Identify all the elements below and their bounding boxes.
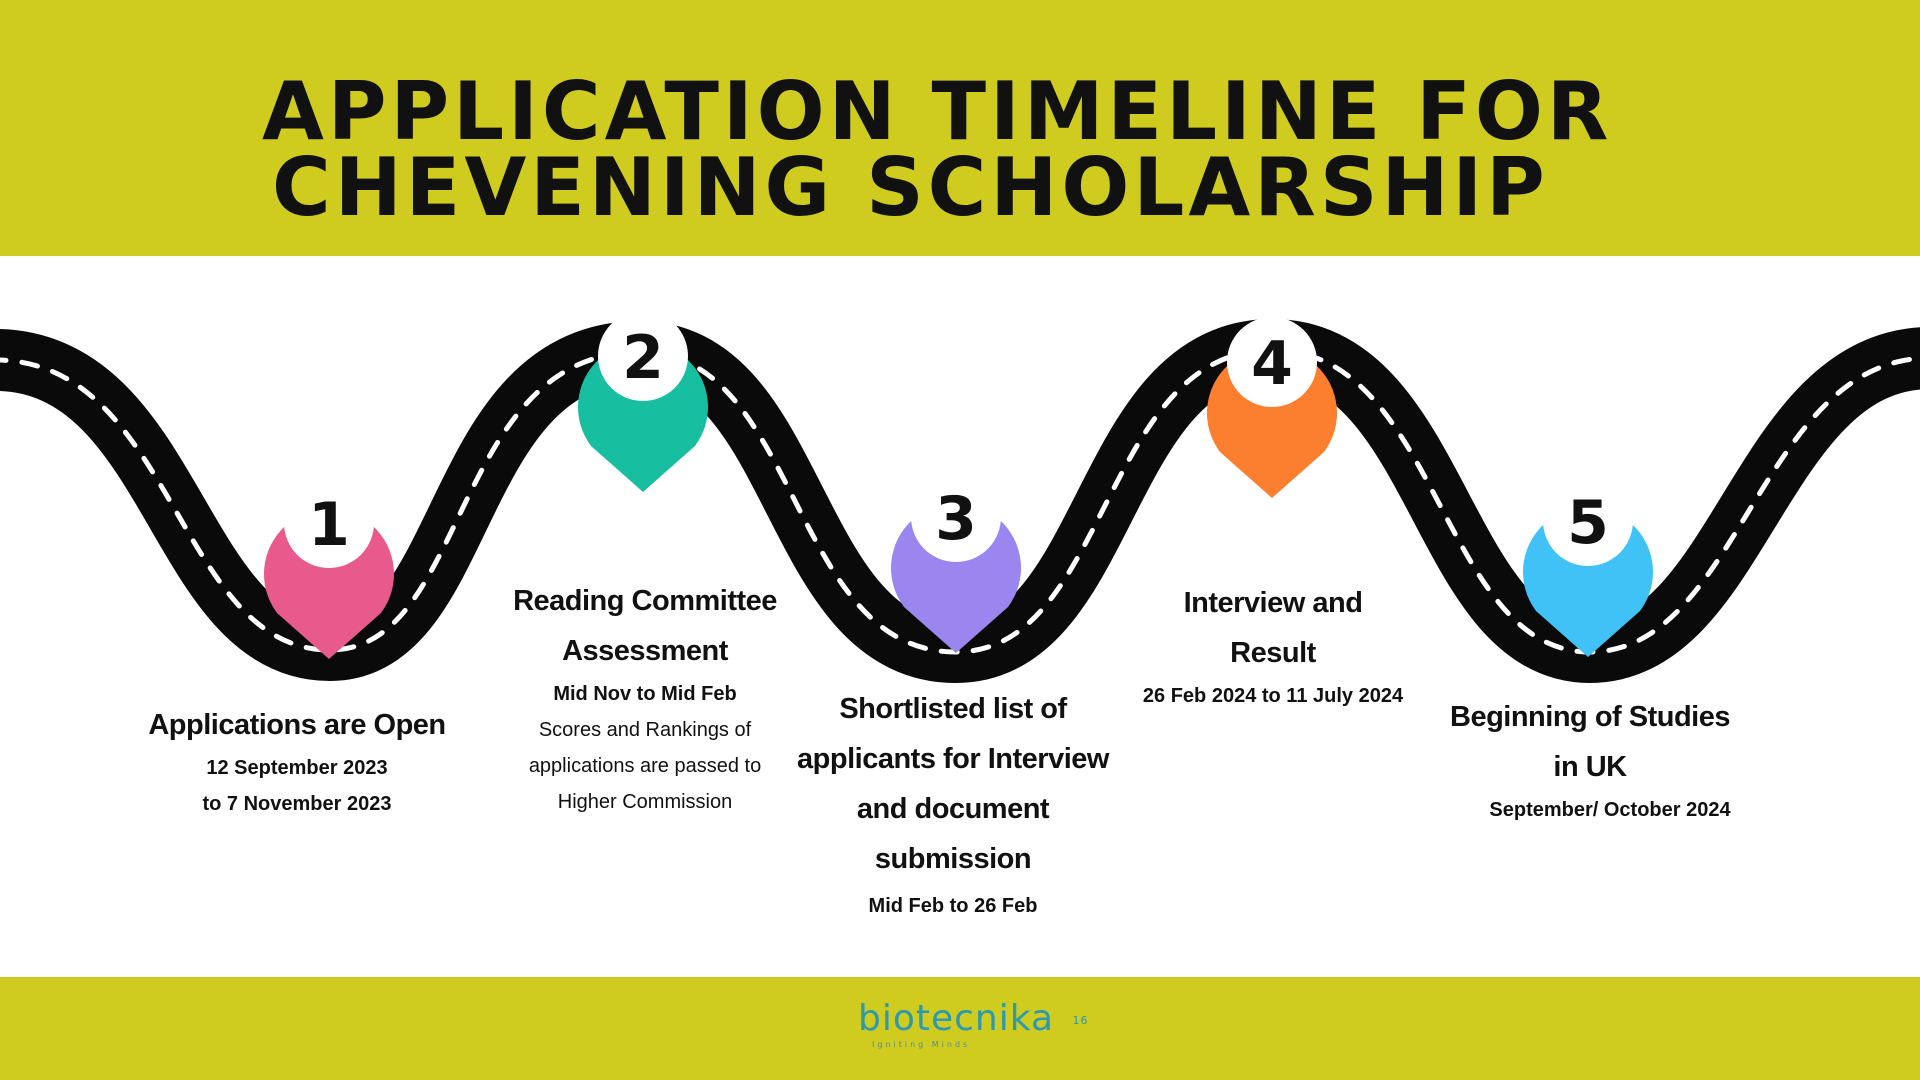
step-3-period: Mid Feb to 26 Feb <box>868 895 1038 917</box>
step-1-date-start: 12 September 2023 <box>206 757 388 779</box>
pin-3-number: 3 <box>935 484 977 554</box>
step-3-heading-line-2: applicants for Interview <box>797 743 1109 775</box>
brand-logo-badge: 16 <box>1072 1013 1089 1027</box>
step-5-heading-line-2: in UK <box>1553 751 1627 783</box>
step-5-heading-line-1: Beginning of Studies <box>1450 701 1730 733</box>
step-1-date-end: to 7 November 2023 <box>202 793 392 815</box>
brand-tagline: Igniting Minds <box>872 1040 971 1049</box>
pin-4-marker <box>1207 317 1337 498</box>
brand-logo-text: biotecnika <box>858 998 1055 1039</box>
title-line-1: APPLICATION TIMELINE FOR <box>262 65 1613 158</box>
step-1-label <box>112 700 482 822</box>
step-2-note-line-3: Higher Commission <box>557 791 733 813</box>
step-3-heading-line-3: and document <box>856 793 1050 825</box>
step-2-note-line-2: applications are passed to <box>528 755 762 777</box>
pin-5-number: 5 <box>1567 488 1609 558</box>
step-3-heading-line-4: submission <box>874 843 1032 875</box>
step-2-note-line-1: Scores and Rankings of <box>538 719 752 741</box>
pin-2-marker <box>578 311 708 492</box>
step-4-label <box>1120 578 1426 714</box>
pin-4-number: 4 <box>1251 329 1293 399</box>
step-4-heading-line-1: Interview and <box>1183 587 1363 619</box>
step-4-heading-line-2: Result <box>1230 637 1316 669</box>
step-3-heading-line-1: Shortlisted list of <box>839 693 1067 725</box>
brand-logo <box>858 998 1088 1039</box>
pin-5-marker <box>1523 476 1653 657</box>
step-5-period: September/ October 2024 <box>1489 799 1731 821</box>
pin-3-marker <box>891 472 1021 653</box>
step-1-heading: Applications are Open <box>148 709 446 741</box>
step-4-period: 26 Feb 2024 to 11 July 2024 <box>1142 685 1404 707</box>
step-5-label <box>1418 692 1762 828</box>
step-2-heading-line-1: Reading Committee <box>513 585 777 617</box>
step-2-period: Mid Nov to Mid Feb <box>553 683 737 705</box>
pin-1-number: 1 <box>308 490 350 560</box>
pin-1-marker <box>264 478 394 659</box>
step-3-label <box>760 684 1146 924</box>
pin-2-number: 2 <box>622 323 664 393</box>
title-line-2: CHEVENING SCHOLARSHIP <box>272 141 1549 234</box>
step-2-heading-line-2: Assessment <box>562 635 728 667</box>
